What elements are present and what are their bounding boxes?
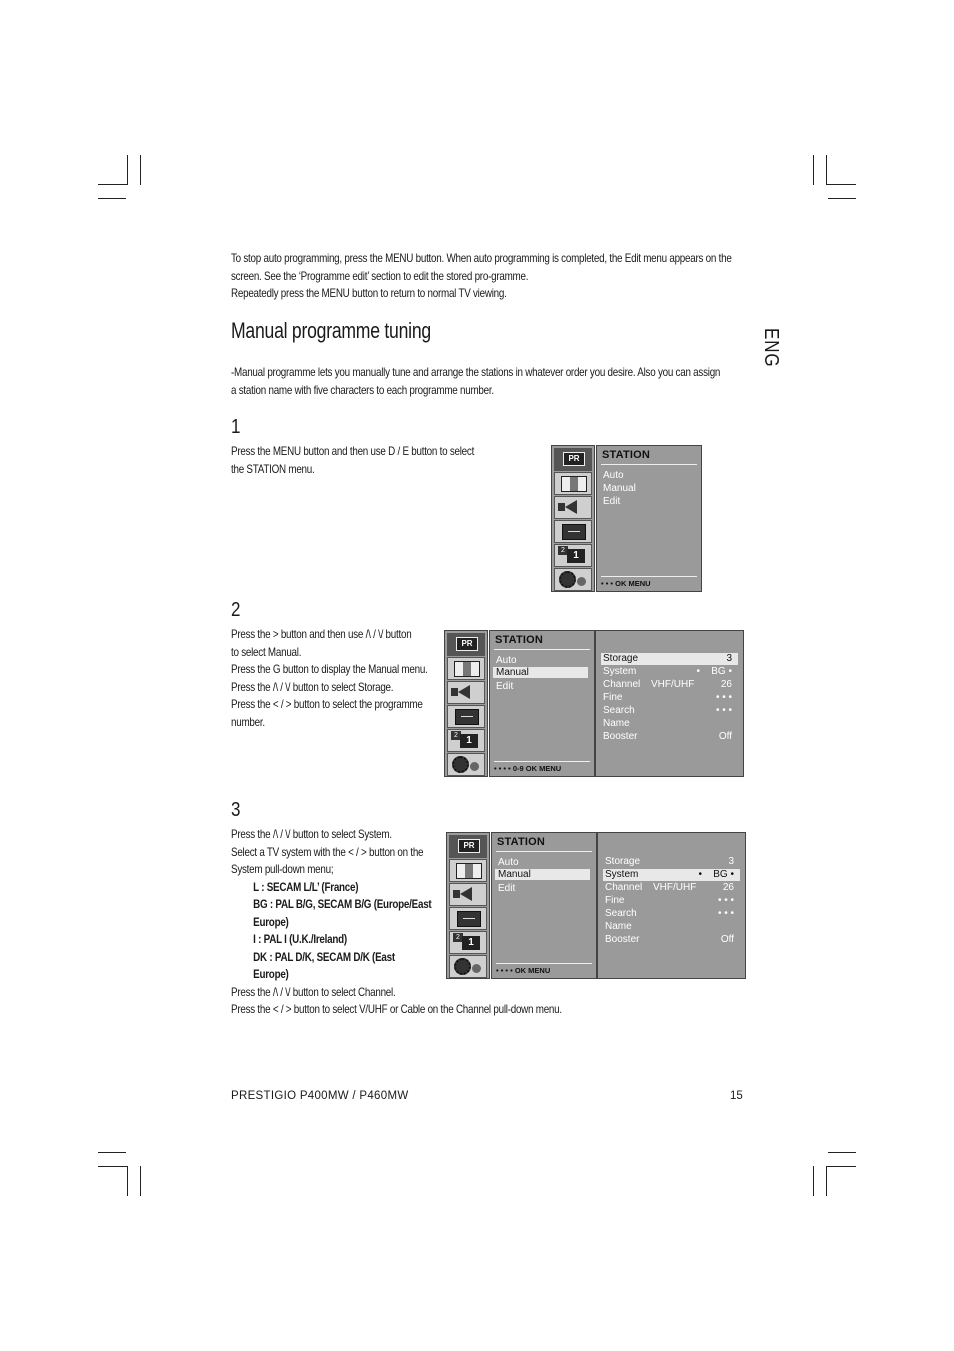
step-number: 1 xyxy=(231,416,241,438)
pip-icon: 2 1 xyxy=(447,729,485,752)
setup-gear-icon xyxy=(447,753,485,776)
step-number: 2 xyxy=(231,599,241,621)
step-line: Press the /\ / \/ button to select System. xyxy=(231,827,392,841)
step-line: Press the < / > button to select the programme xyxy=(231,697,423,711)
system-option: L : SECAM L/L’ (France) xyxy=(253,879,359,894)
crop-mark xyxy=(826,1166,856,1167)
crop-mark xyxy=(140,155,141,185)
speaker-icon xyxy=(449,883,487,906)
description-line: a station name with five characters to each programme number. xyxy=(231,382,494,397)
crop-mark xyxy=(826,155,827,185)
crop-mark xyxy=(98,1166,128,1167)
step-line: Press the < / > button to select V/UHF or Cable on the Channel pull-down menu. xyxy=(231,1002,562,1016)
station-icon: PR xyxy=(449,835,487,858)
submenu-row-name[interactable]: Name xyxy=(603,718,630,729)
submenu-row-booster[interactable]: Booster Off xyxy=(605,934,734,945)
station-menu xyxy=(596,445,702,592)
step-line: Press the /\ / \/ button to select Storage. xyxy=(231,679,394,694)
menu-title: STATION xyxy=(497,836,546,848)
submenu-row-storage[interactable]: Storage 3 xyxy=(601,653,738,665)
crop-mark xyxy=(813,155,814,185)
step-line: Press the /\ / \/ button to select Channel. xyxy=(231,984,396,999)
step-line: to select Manual. xyxy=(231,644,302,659)
crop-mark xyxy=(98,184,128,185)
clock-icon xyxy=(554,520,592,543)
step-line: number. xyxy=(231,714,265,729)
crop-mark xyxy=(140,1166,141,1196)
submenu-row-search[interactable]: Search • • • xyxy=(603,705,732,716)
pip-icon: 2 1 xyxy=(554,544,592,567)
crop-mark xyxy=(127,1166,128,1196)
submenu-row-fine[interactable]: Fine • • • xyxy=(605,895,734,906)
menu-footer: • • • • 0-9 OK MENU xyxy=(494,764,562,773)
intro-line: Repeatedly press the MENU button to return to normal TV viewing. xyxy=(231,286,507,300)
submenu-row-search[interactable]: Search • • • xyxy=(605,908,734,919)
submenu-row-name[interactable]: Name xyxy=(605,921,632,932)
system-option: DK : PAL D/K, SECAM D/K (East xyxy=(253,949,395,964)
setup-gear-icon xyxy=(554,568,592,591)
intro-paragraph xyxy=(231,250,748,303)
intro-line: To stop auto programming, press the MENU button. When auto programming is completed, the Edit menu appears on the xyxy=(231,251,732,265)
submenu-row-system[interactable]: System • BG • xyxy=(603,666,732,677)
menu-item-edit[interactable]: Edit xyxy=(603,496,621,507)
menu-title: STATION xyxy=(495,634,544,646)
menu-item-manual[interactable]: Manual xyxy=(493,667,588,678)
clock-icon xyxy=(447,705,485,728)
submenu-row-channel[interactable]: Channel VHF/UHF 26 xyxy=(603,679,732,690)
intro-line: screen. See the ‘Programme edit’ section to edit the stored pro-gramme. xyxy=(231,268,529,283)
clock-icon xyxy=(449,907,487,930)
submenu-row-storage[interactable]: Storage 3 xyxy=(605,856,734,867)
system-option: Europe) xyxy=(253,914,289,929)
station-icon: PR xyxy=(554,448,592,471)
description-paragraph xyxy=(231,364,748,399)
crop-mark xyxy=(828,1152,856,1153)
osd-icon-column xyxy=(444,630,488,777)
description-line: -Manual programme lets you manually tune and arrange the stations in whatever order you desire. Also you can assign xyxy=(231,365,721,379)
crop-mark xyxy=(98,1152,126,1153)
picture-icon xyxy=(449,859,487,882)
step-line: System pull-down menu; xyxy=(231,862,334,876)
language-tab: ENG xyxy=(760,328,782,368)
menu-footer: • • • OK MENU xyxy=(601,579,651,588)
step-number: 3 xyxy=(231,799,241,821)
speaker-icon xyxy=(554,496,592,519)
station-icon: PR xyxy=(447,633,485,656)
crop-mark xyxy=(828,198,856,199)
step-line: Press the > button and then use /\ / \/ button xyxy=(231,627,412,641)
step-line: Press the G button to display the Manual menu. xyxy=(231,662,428,676)
menu-item-auto[interactable]: Auto xyxy=(498,857,519,868)
step-line: the STATION menu. xyxy=(231,461,315,476)
submenu-row-channel[interactable]: Channel VHF/UHF 26 xyxy=(605,882,734,893)
submenu-row-system[interactable]: System • BG • xyxy=(603,869,740,881)
menu-item-auto[interactable]: Auto xyxy=(603,470,624,481)
menu-item-manual[interactable]: Manual xyxy=(495,869,590,880)
crop-mark xyxy=(813,1166,814,1196)
pip-icon: 2 1 xyxy=(449,931,487,954)
submenu-row-booster[interactable]: Booster Off xyxy=(603,731,732,742)
footer-model: PRESTIGIO P400MW / P460MW xyxy=(231,1090,409,1102)
step-line: Press the MENU button and then use D / E button to select xyxy=(231,444,475,458)
station-menu xyxy=(489,630,595,777)
menu-item-edit[interactable]: Edit xyxy=(496,681,514,692)
menu-item-edit[interactable]: Edit xyxy=(498,883,516,894)
station-menu xyxy=(491,832,597,979)
manual-submenu xyxy=(595,630,744,777)
crop-mark xyxy=(826,1166,827,1196)
section-heading: Manual programme tuning xyxy=(231,318,431,343)
menu-item-manual[interactable]: Manual xyxy=(603,483,636,494)
osd-icon-column xyxy=(446,832,490,979)
menu-footer: • • • • OK MENU xyxy=(496,966,551,975)
system-option: I : PAL I (U.K./Ireland) xyxy=(253,932,347,946)
manual-submenu xyxy=(597,832,746,979)
setup-gear-icon xyxy=(449,955,487,978)
submenu-row-fine[interactable]: Fine • • • xyxy=(603,692,732,703)
picture-icon xyxy=(447,657,485,680)
picture-icon xyxy=(554,472,592,495)
crop-mark xyxy=(127,155,128,185)
osd-icon-column xyxy=(551,445,595,592)
system-option: Europe) xyxy=(253,967,289,981)
menu-title: STATION xyxy=(602,449,651,461)
crop-mark xyxy=(98,198,126,199)
crop-mark xyxy=(826,184,856,185)
step-line: Select a TV system with the < / > button on the xyxy=(231,844,424,859)
system-option: BG : PAL B/G, SECAM B/G (Europe/East xyxy=(253,897,432,911)
page-number: 15 xyxy=(730,1090,743,1102)
speaker-icon xyxy=(447,681,485,704)
menu-item-auto[interactable]: Auto xyxy=(496,655,517,666)
